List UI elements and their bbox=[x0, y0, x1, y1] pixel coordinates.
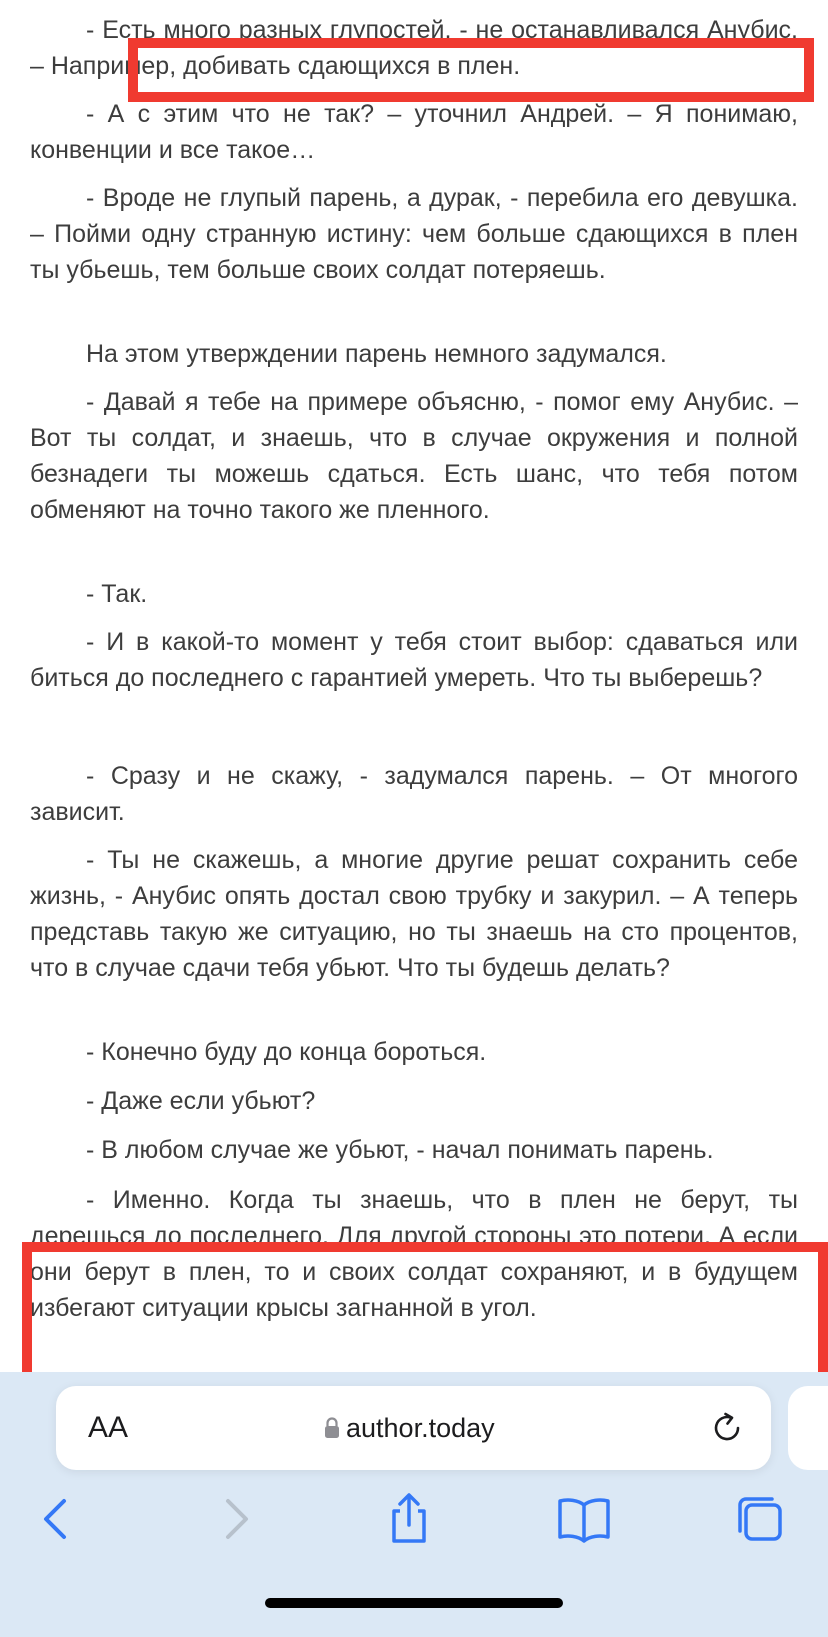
url-display[interactable] bbox=[324, 1410, 495, 1446]
bookmarks-icon[interactable] bbox=[556, 1491, 612, 1547]
share-icon[interactable] bbox=[381, 1491, 437, 1547]
url-text: author.today bbox=[346, 1413, 495, 1443]
paragraph: - Сразу и не скажу, - задумался парень. – От многого зависит. bbox=[30, 762, 798, 826]
paragraph: - Ты не скажешь, а многие другие решат сохранить себе жизнь, - Анубис опять достал свою трубку и закурил. – А теперь представь такую же ситуацию, но ты знаешь на сто процентов, что в случае сдачи тебя убьют. Что ты будешь делать? bbox=[30, 846, 798, 982]
reload-icon[interactable] bbox=[709, 1410, 745, 1446]
paragraph: - Так. bbox=[86, 580, 148, 608]
paragraph: - Давай я тебе на примере объясню, - помог ему Анубис. – Вот ты солдат, и знаешь, что в случае окружения и полной безнадеги ты можешь сдаться. Есть шанс, что тебя потом обменяют на точно такого же пленного. bbox=[30, 388, 798, 524]
tabs-icon[interactable] bbox=[731, 1491, 787, 1547]
paragraph: На этом утверждении парень немного задумался. bbox=[86, 340, 667, 368]
lock-icon bbox=[324, 1417, 340, 1439]
paragraph: - Есть много разных глупостей, - не останавливался Анубис. – Например, добивать сдающихся в плен. bbox=[30, 16, 798, 80]
home-indicator bbox=[265, 1598, 563, 1608]
paragraph: - Вроде не глупый парень, а дурак, - перебила его девушка. – Пойми одну странную истину: чем больше сдающихся в плен ты убьешь, тем больше своих солдат потеряешь. bbox=[30, 184, 798, 284]
next-tab-preview[interactable] bbox=[788, 1386, 828, 1470]
paragraph: - Именно. Когда ты знаешь, что в плен не берут, ты дерешься до последнего. Для другой стороны это потери. А если они берут в плен, то и своих солдат сохраняют, и в будущем избегают ситуации крысы загнанной в угол. bbox=[30, 1186, 798, 1322]
forward-icon[interactable] bbox=[206, 1491, 262, 1547]
paragraph: - А с этим что не так? – уточнил Андрей. – Я понимаю, конвенции и все такое… bbox=[30, 100, 798, 164]
paragraph: - В любом случае же убьют, - начал понимать парень. bbox=[86, 1136, 714, 1164]
paragraph: - Даже если убьют? bbox=[86, 1087, 316, 1115]
paragraph: - И в какой-то момент у тебя стоит выбор: сдаваться или биться до последнего с гарантией умереть. Что ты выберешь? bbox=[30, 628, 798, 692]
back-icon[interactable] bbox=[30, 1491, 86, 1547]
article-text bbox=[30, 0, 798, 1372]
address-bar[interactable] bbox=[56, 1386, 771, 1470]
browser-toolbar bbox=[0, 1372, 828, 1637]
text-size-button[interactable]: AA bbox=[88, 1411, 129, 1444]
paragraph: - Конечно буду до конца бороться. bbox=[86, 1038, 487, 1066]
